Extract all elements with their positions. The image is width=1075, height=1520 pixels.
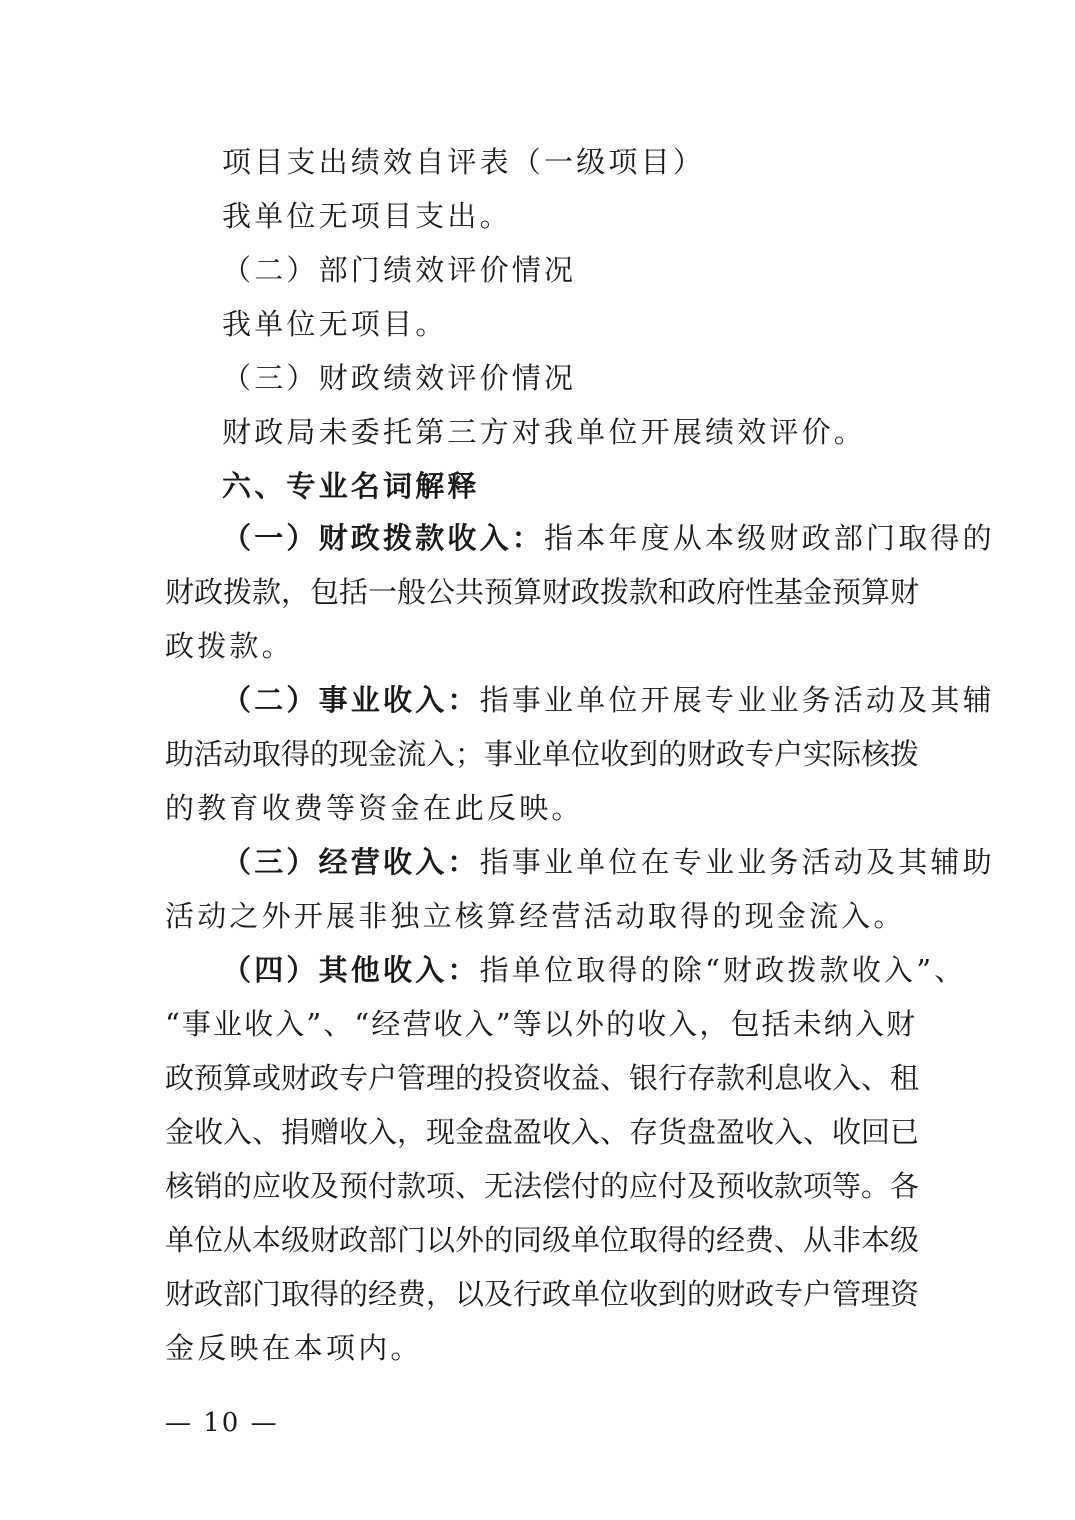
term-label: （四）其他收入：	[222, 953, 480, 987]
paragraph-line	[222, 680, 995, 720]
paragraph-line: 核销的应收及预付款项、无法偿付的应付及预收款项等。各	[165, 1169, 920, 1203]
term-label: （三）经营收入：	[222, 845, 480, 879]
paragraph-line: “事业收入”、“经营收入”等以外的收入，包括未纳入财	[165, 1007, 915, 1041]
text-line: 我单位无项目。	[222, 307, 448, 341]
paragraph-line: 财政部门取得的经费，以及行政单位收到的财政专户管理资	[165, 1277, 920, 1311]
page-number: — 10 —	[165, 1408, 279, 1438]
subheading: （三）财政绩效评价情况	[222, 361, 577, 395]
term-definition: 指单位取得的除“财政拨款收入”、	[479, 953, 967, 987]
paragraph-line: 活动之外开展非独立核算经营活动取得的现金流入。	[165, 899, 906, 933]
paragraph-line: 金收入、捐赠收入，现金盘盈收入、存货盘盈收入、收回已	[165, 1115, 920, 1149]
section-heading: 六、专业名词解释	[222, 469, 480, 503]
term-definition: 指本年度从本级财政部门取得的	[544, 521, 995, 555]
subheading: （二）部门绩效评价情况	[222, 253, 577, 287]
paragraph-line: 政预算或财政专户管理的投资收益、银行存款利息收入、租	[165, 1061, 920, 1095]
paragraph-line	[222, 518, 995, 558]
paragraph-line: 金反映在本项内。	[165, 1331, 423, 1365]
text-line: 我单位无项目支出。	[222, 199, 512, 233]
paragraph-line: 单位从本级财政部门以外的同级单位取得的经费、从非本级	[165, 1223, 920, 1257]
paragraph-line: 财政拨款，包括一般公共预算财政拨款和政府性基金预算财	[165, 575, 920, 609]
paragraph-line	[222, 842, 995, 882]
paragraph-line: 助活动取得的现金流入；事业单位收到的财政专户实际核拨	[165, 737, 920, 771]
term-label: （二）事业收入：	[222, 683, 480, 717]
term-definition: 指事业单位在专业业务活动及其辅助	[479, 845, 995, 879]
text-line: 财政局未委托第三方对我单位开展绩效评价。	[222, 415, 867, 449]
paragraph-line: 的教育收费等资金在此反映。	[165, 791, 584, 825]
text-line: 项目支出绩效自评表（一级项目）	[222, 145, 706, 179]
term-label: （一）财政拨款收入：	[222, 521, 545, 555]
term-definition: 指事业单位开展专业业务活动及其辅	[479, 683, 995, 717]
paragraph-line	[222, 950, 972, 990]
paragraph-line: 政拨款。	[165, 629, 294, 663]
